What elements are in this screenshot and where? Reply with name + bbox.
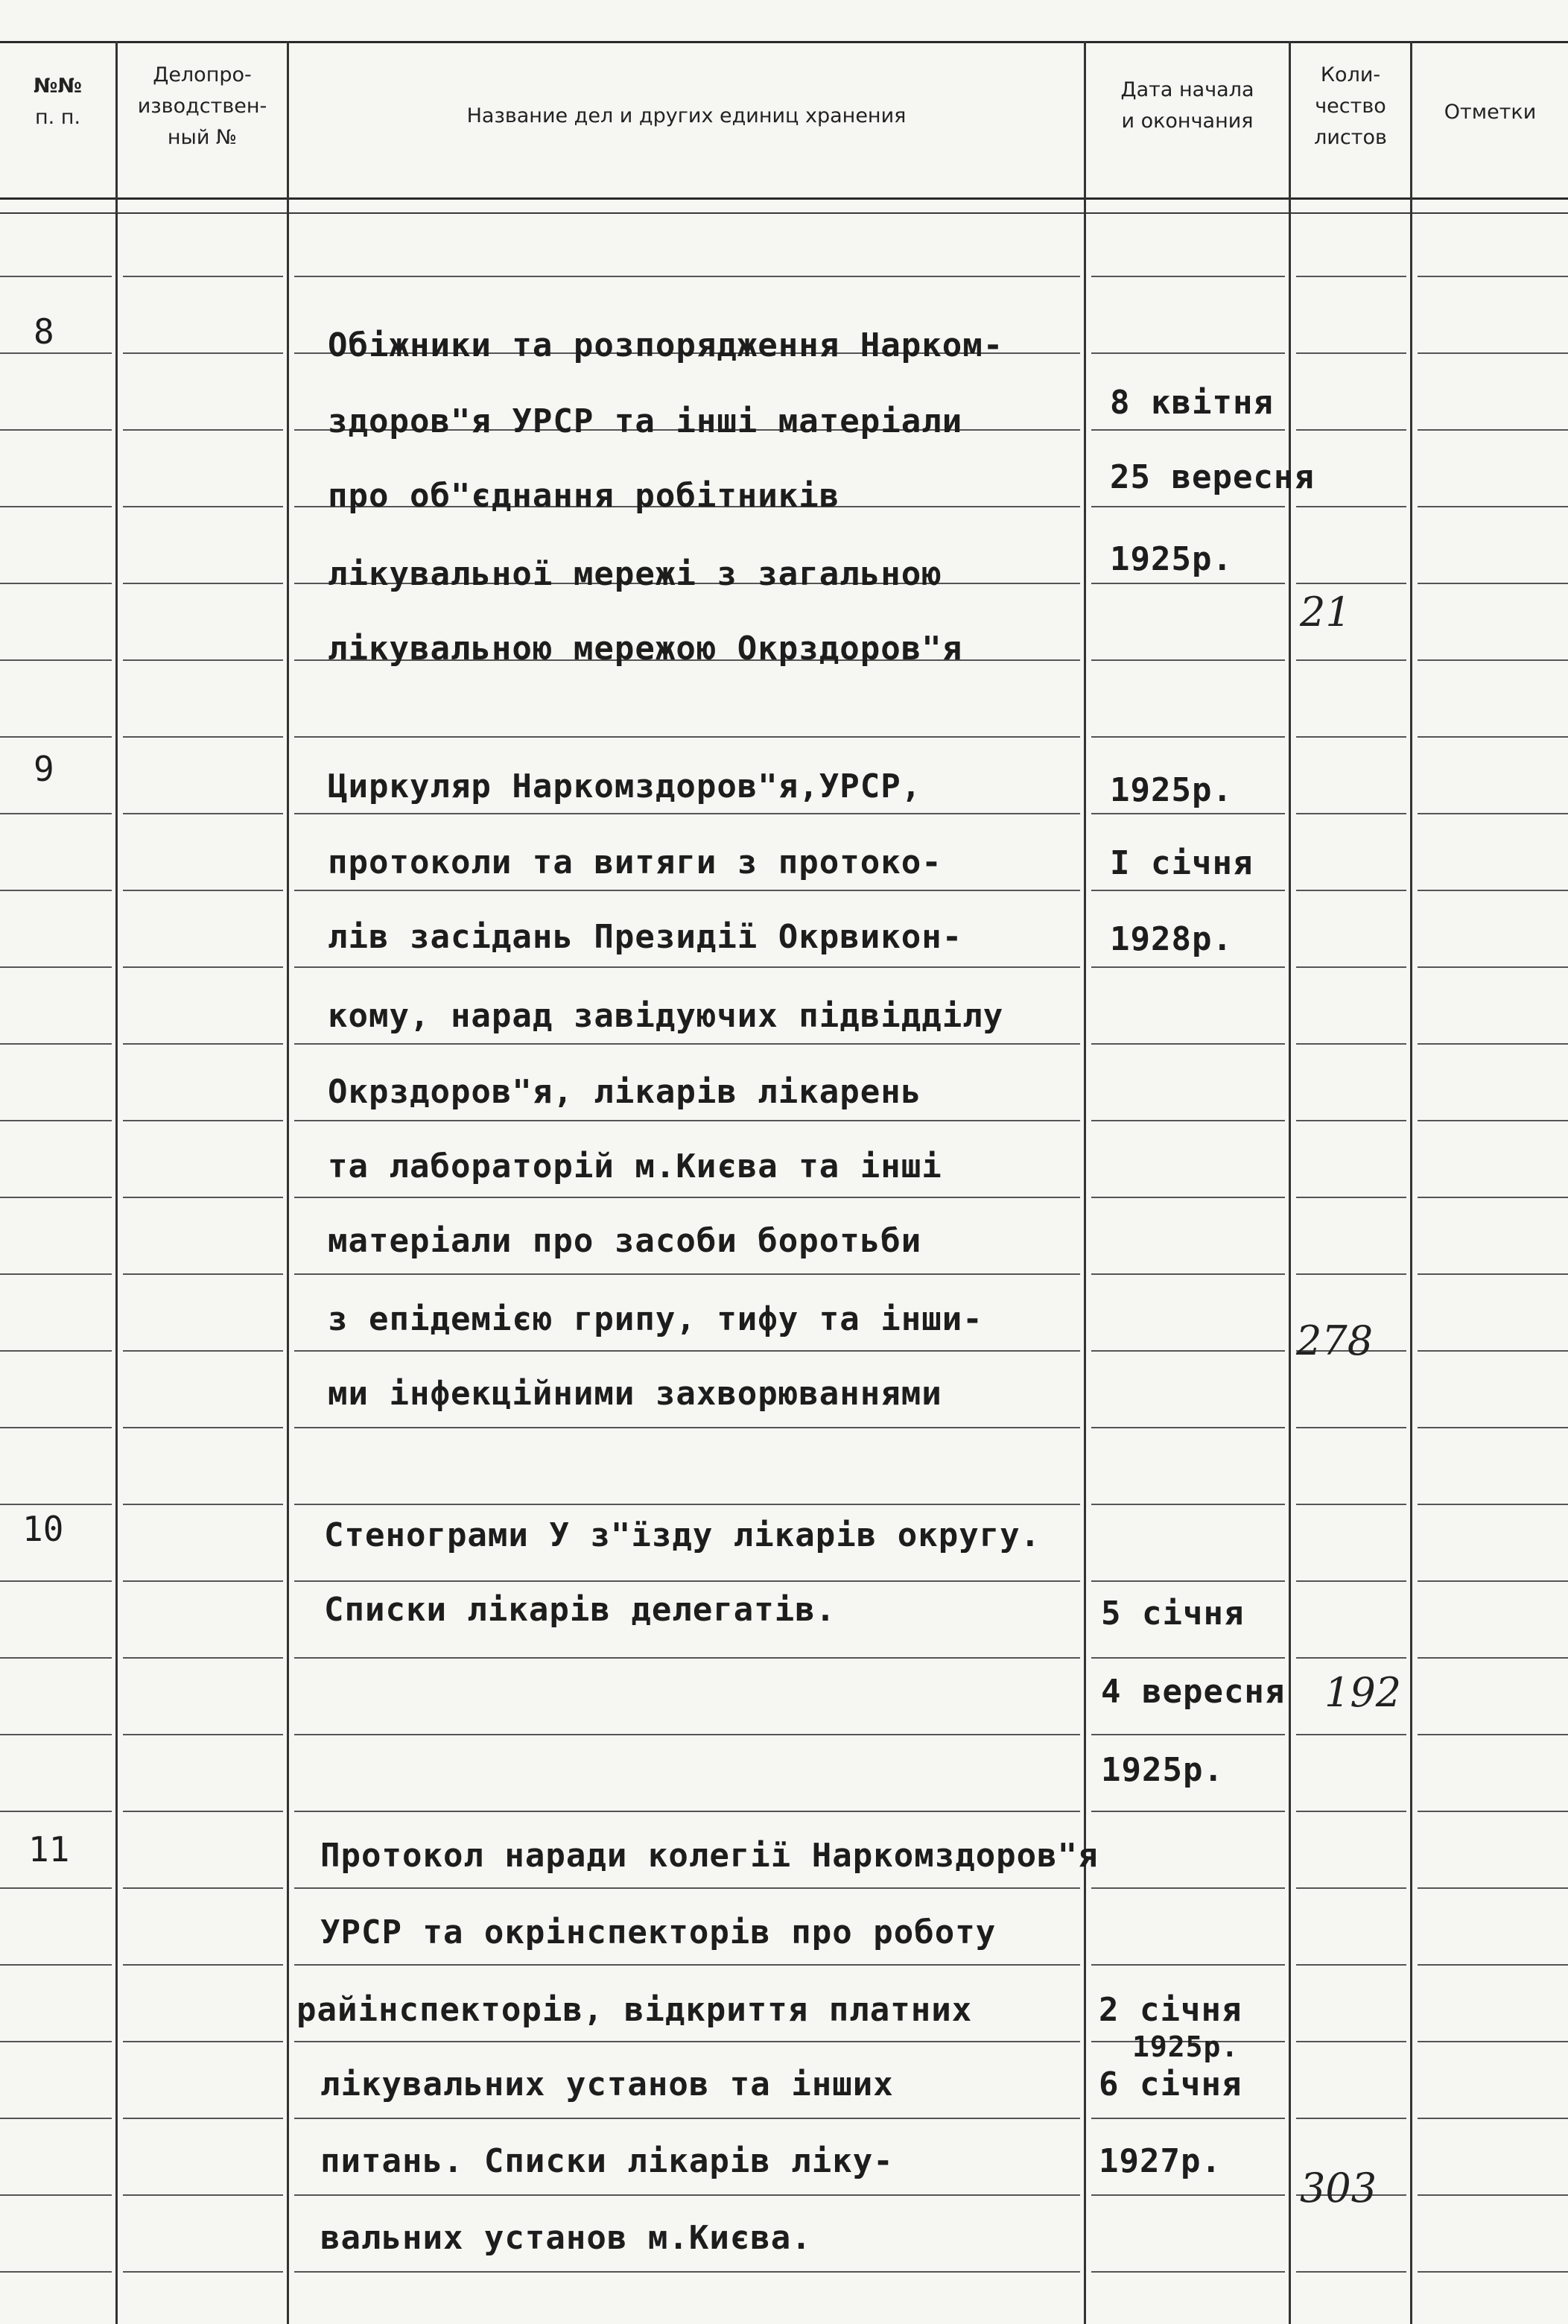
ruled-line — [123, 1427, 283, 1428]
ruled-line — [1418, 2271, 1568, 2273]
ruled-line — [1418, 1427, 1568, 1428]
entry-title-line: кому, нарад завідуючих підвідділу — [328, 997, 1004, 1035]
ruled-line — [294, 890, 1080, 891]
ruled-line — [294, 276, 1080, 277]
header-number-line: п. п. — [34, 106, 81, 129]
ruled-line — [1091, 813, 1285, 814]
entry-title-line: Окрздоров"я, лікарів лікарень — [328, 1073, 922, 1111]
ruled-line — [123, 1273, 283, 1275]
ruled-line — [1296, 276, 1406, 277]
ruled-line — [1418, 429, 1568, 431]
ruled-line — [294, 1657, 1080, 1659]
ruled-line — [0, 2194, 112, 2196]
ruled-line — [123, 1350, 283, 1352]
ruled-line — [1091, 1734, 1285, 1735]
ruled-line — [0, 506, 112, 507]
ruled-line — [123, 813, 283, 814]
ruled-line — [1091, 2271, 1285, 2273]
ruled-line — [1418, 659, 1568, 661]
ruled-line — [294, 1887, 1080, 1889]
ruled-line — [123, 2271, 283, 2273]
ruled-line — [0, 736, 112, 738]
ruled-line — [1418, 966, 1568, 968]
ruled-line — [0, 1427, 112, 1428]
ruled-line — [294, 966, 1080, 968]
entry-sheet-count: 21 — [1300, 589, 1351, 636]
header-count-line: Коли- — [1320, 63, 1381, 86]
header-office-line: Делопро- — [153, 63, 252, 86]
entry-date-line: 6 січня — [1099, 2065, 1242, 2103]
header-dates — [1086, 75, 1289, 137]
ruled-line — [123, 1811, 283, 1812]
ruled-line — [1296, 1580, 1406, 1582]
ruled-line — [1091, 429, 1285, 431]
entry-title-line: лів засідань Президії Окрвикон- — [328, 918, 963, 956]
header-bottom-rule — [0, 197, 1568, 200]
ruled-line — [0, 1964, 112, 1966]
entry-title-line: Стенограми У з"їзду лікарів округу. — [324, 1516, 1041, 1554]
ruled-line — [123, 659, 283, 661]
ruled-line — [0, 1504, 112, 1505]
body-top-rule — [0, 212, 1568, 214]
header-number — [0, 71, 115, 133]
ruled-line — [294, 1350, 1080, 1352]
entry-title-line: райінспекторів, відкриття платних — [296, 1991, 973, 2029]
ruled-line — [1091, 1427, 1285, 1428]
ruled-line — [0, 966, 112, 968]
entry-title-line: Протокол наради колегії Наркомздоров"я — [320, 1837, 1099, 1875]
ruled-line — [1418, 1197, 1568, 1198]
ruled-line — [123, 2041, 283, 2042]
entry-number: 10 — [22, 1509, 64, 1549]
ruled-line — [1296, 1964, 1406, 1966]
header-number-line: №№ — [34, 75, 82, 98]
ruled-line — [1296, 583, 1406, 584]
header-count-line: чество — [1315, 95, 1386, 118]
column-divider — [1289, 41, 1291, 2324]
entry-date-line: 8 квітня — [1110, 384, 1274, 422]
header-office-number — [118, 60, 287, 153]
ruled-line — [1091, 1964, 1285, 1966]
ruled-line — [0, 1120, 112, 1121]
ruled-line — [0, 352, 112, 354]
ruled-line — [1296, 352, 1406, 354]
ruled-line — [294, 1120, 1080, 1121]
ruled-line — [1418, 2194, 1568, 2196]
ruled-line — [123, 276, 283, 277]
ruled-line — [1296, 2041, 1406, 2042]
entry-title-line: та лабораторій м.Києва та інші — [328, 1147, 942, 1185]
ruled-line — [294, 1427, 1080, 1428]
ruled-line — [1296, 1197, 1406, 1198]
header-dates-line: и окончания — [1121, 110, 1254, 133]
ruled-line — [123, 1734, 283, 1735]
ruled-line — [1418, 813, 1568, 814]
ruled-line — [294, 1197, 1080, 1198]
ruled-line — [1418, 1273, 1568, 1275]
ruled-line — [1418, 1504, 1568, 1505]
ruled-line — [123, 2118, 283, 2119]
ruled-line — [1296, 966, 1406, 968]
entry-sheet-count: 278 — [1296, 1317, 1374, 1364]
ruled-line — [1091, 1197, 1285, 1198]
entry-date-line: 1925р. — [1132, 2030, 1240, 2063]
ruled-line — [294, 2194, 1080, 2196]
entry-title-line: матеріали про засоби боротьби — [328, 1222, 922, 1260]
ruled-line — [1418, 890, 1568, 891]
ruled-line — [1091, 2194, 1285, 2196]
entry-date-line: 1925р. — [1110, 771, 1233, 809]
entry-title-line: здоров"я УРСР та інші матеріали — [328, 402, 963, 440]
ruled-line — [1418, 2041, 1568, 2042]
header-remarks-text: Отметки — [1444, 101, 1537, 124]
ruled-line — [0, 583, 112, 584]
ruled-line — [1418, 736, 1568, 738]
ruled-line — [1296, 1811, 1406, 1812]
ruled-line — [123, 2194, 283, 2196]
header-count-line: листов — [1314, 126, 1387, 149]
entry-date-line: 1927р. — [1099, 2142, 1222, 2180]
ruled-line — [1296, 1504, 1406, 1505]
header-remarks — [1412, 97, 1568, 128]
entry-title-line: про об"єднання робітників — [328, 477, 840, 515]
ruled-line — [0, 1043, 112, 1045]
ruled-line — [123, 1120, 283, 1121]
ruled-line — [1296, 506, 1406, 507]
ruled-line — [1418, 1350, 1568, 1352]
ruled-line — [123, 1504, 283, 1505]
ruled-line — [0, 1197, 112, 1198]
ruled-line — [123, 1197, 283, 1198]
column-divider — [1410, 41, 1412, 2324]
ruled-line — [1091, 966, 1285, 968]
ruled-line — [0, 2041, 112, 2042]
ruled-line — [123, 736, 283, 738]
ruled-line — [1091, 506, 1285, 507]
ruled-line — [1418, 506, 1568, 507]
ruled-line — [1091, 1887, 1285, 1889]
ruled-line — [294, 1043, 1080, 1045]
entry-date-line: 4 вересня — [1101, 1673, 1286, 1711]
ruled-line — [1418, 1043, 1568, 1045]
ruled-line — [1418, 1964, 1568, 1966]
entry-number: 8 — [34, 311, 54, 352]
entry-date-line: 1925р. — [1110, 540, 1233, 578]
ruled-line — [0, 1657, 112, 1659]
ruled-line — [123, 1580, 283, 1582]
ruled-line — [1296, 813, 1406, 814]
column-divider — [1084, 41, 1086, 2324]
ruled-line — [1418, 1120, 1568, 1121]
entry-date-line: 5 січня — [1101, 1595, 1245, 1633]
ruled-line — [123, 429, 283, 431]
ruled-line — [1418, 583, 1568, 584]
ruled-line — [294, 813, 1080, 814]
ruled-line — [1296, 1273, 1406, 1275]
ruled-line — [123, 352, 283, 354]
ruled-line — [1296, 736, 1406, 738]
entry-title-line: лікувальною мережою Окрздоров"я — [328, 630, 963, 668]
entry-date-line: I січня — [1110, 844, 1254, 882]
ruled-line — [1418, 1657, 1568, 1659]
ruled-line — [123, 1657, 283, 1659]
ruled-line — [1296, 1887, 1406, 1889]
entry-number: 11 — [28, 1829, 70, 1869]
entry-title-line: протоколи та витяги з протоко- — [328, 843, 942, 881]
ruled-line — [1091, 1043, 1285, 1045]
ruled-line — [1296, 659, 1406, 661]
column-divider — [115, 41, 118, 2324]
ruled-line — [0, 276, 112, 277]
ruled-line — [123, 890, 283, 891]
entry-date-line: 2 січня — [1099, 1991, 1242, 2029]
ruled-line — [0, 1734, 112, 1735]
ruled-line — [0, 429, 112, 431]
entry-title-line: ми інфекційними захворюваннями — [328, 1375, 942, 1413]
ruled-line — [294, 1273, 1080, 1275]
ruled-line — [1296, 890, 1406, 891]
entry-title-line: УРСР та окрінспекторів про роботу — [320, 1913, 997, 1951]
ruled-line — [1418, 276, 1568, 277]
ruled-line — [0, 659, 112, 661]
ruled-line — [123, 583, 283, 584]
entry-number: 9 — [34, 749, 54, 789]
ruled-line — [1418, 1811, 1568, 1812]
ruled-line — [1296, 1120, 1406, 1121]
ruled-line — [294, 2118, 1080, 2119]
ruled-line — [1091, 1811, 1285, 1812]
ruled-line — [123, 506, 283, 507]
entry-title-line: Обіжники та розпорядження Нарком- — [328, 326, 1004, 364]
ruled-line — [0, 1811, 112, 1812]
entry-date-line: 1928р. — [1110, 920, 1233, 958]
entry-sheet-count: 303 — [1300, 2165, 1377, 2211]
ruled-line — [123, 1964, 283, 1966]
ruled-line — [123, 966, 283, 968]
ruled-line — [0, 2271, 112, 2273]
header-office-line: изводствен- — [137, 95, 267, 118]
ruled-line — [294, 1580, 1080, 1582]
column-divider — [287, 41, 289, 2324]
ruled-line — [0, 1350, 112, 1352]
ruled-line — [1091, 890, 1285, 891]
ruled-line — [294, 736, 1080, 738]
ruled-line — [1296, 2118, 1406, 2119]
ruled-line — [1296, 1427, 1406, 1428]
entry-title-line: вальних установ м.Києва. — [320, 2219, 812, 2257]
ruled-line — [1091, 2118, 1285, 2119]
entry-title-line: з епідемією грипу, тифу та інши- — [328, 1300, 983, 1338]
ruled-line — [0, 1580, 112, 1582]
entry-title-line: лікувальних установ та інших — [320, 2065, 894, 2103]
entry-title-line: Списки лікарів делегатів. — [324, 1591, 837, 1629]
ruled-line — [1296, 1657, 1406, 1659]
ruled-line — [1091, 1350, 1285, 1352]
ruled-line — [1296, 1043, 1406, 1045]
ruled-line — [1296, 1734, 1406, 1735]
header-title-text: Название дел и других единиц хранения — [466, 104, 907, 127]
ruled-line — [1091, 1580, 1285, 1582]
ruled-line — [1296, 2271, 1406, 2273]
ruled-line — [294, 1504, 1080, 1505]
ruled-line — [1091, 1120, 1285, 1121]
entry-date-line: 25 вересня — [1110, 458, 1315, 496]
ruled-line — [1296, 429, 1406, 431]
header-dates-line: Дата начала — [1120, 78, 1254, 101]
ruled-line — [1418, 1734, 1568, 1735]
ruled-line — [1091, 1657, 1285, 1659]
ruled-line — [1091, 736, 1285, 738]
ruled-line — [294, 2041, 1080, 2042]
ruled-line — [123, 1887, 283, 1889]
ruled-line — [1418, 2118, 1568, 2119]
ruled-line — [294, 1811, 1080, 1812]
entry-title-line: Циркуляр Наркомздоров"я,УРСР, — [328, 767, 922, 805]
entry-title-line: лікувальної мережі з загальною — [328, 555, 942, 593]
ruled-line — [123, 1043, 283, 1045]
header-title — [289, 101, 1084, 132]
ruled-line — [0, 2118, 112, 2119]
ruled-line — [1091, 659, 1285, 661]
ruled-line — [1091, 352, 1285, 354]
ruled-line — [1091, 276, 1285, 277]
ruled-line — [1091, 1504, 1285, 1505]
ruled-line — [1091, 1273, 1285, 1275]
ruled-line — [1418, 352, 1568, 354]
entry-sheet-count: 192 — [1324, 1669, 1402, 1716]
header-office-line: ный № — [167, 126, 238, 149]
ruled-line — [0, 1887, 112, 1889]
entry-date-line: 1925р. — [1101, 1751, 1224, 1789]
header-sheet-count — [1291, 60, 1410, 153]
ruled-line — [294, 2271, 1080, 2273]
header-top-rule — [0, 41, 1568, 43]
ruled-line — [1418, 1887, 1568, 1889]
ruled-line — [1418, 1580, 1568, 1582]
ruled-line — [294, 1734, 1080, 1735]
ruled-line — [0, 813, 112, 814]
ruled-line — [0, 1273, 112, 1275]
ruled-line — [0, 890, 112, 891]
ruled-line — [1091, 583, 1285, 584]
ruled-line — [294, 1964, 1080, 1966]
entry-title-line: питань. Списки лікарів ліку- — [320, 2142, 894, 2180]
